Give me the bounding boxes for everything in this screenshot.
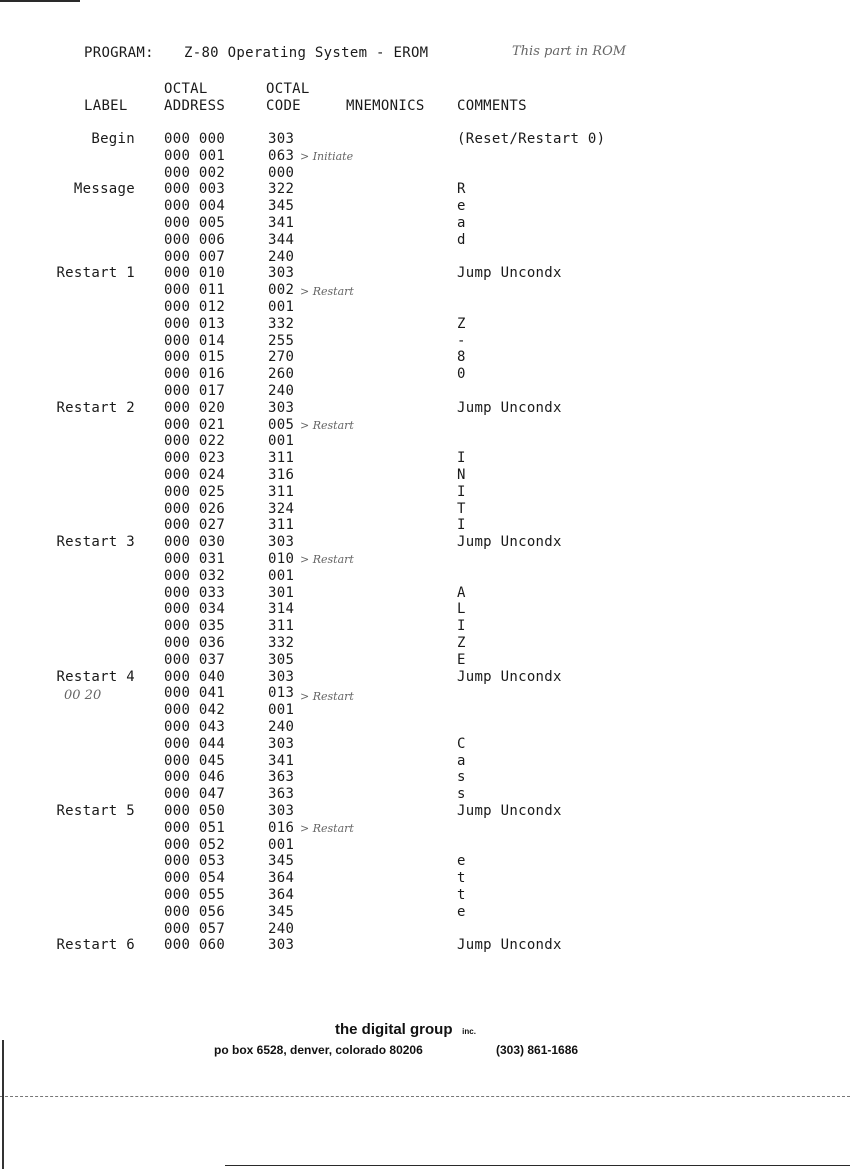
company-name: the digital group — [335, 1021, 453, 1038]
row-code: 010 — [268, 551, 295, 567]
margin-note-initiate: > Initiate — [300, 150, 354, 163]
row-label: Begin — [91, 131, 135, 147]
row-code: 311 — [268, 517, 295, 534]
row-address: 000 027 — [164, 517, 226, 534]
row-comment: E — [457, 651, 466, 668]
row-label: Restart 3 — [56, 534, 135, 551]
row-address: 000 023 — [164, 450, 226, 467]
row-address: 000 055 — [164, 887, 226, 903]
row-code: 363 — [268, 769, 295, 786]
column-comments: COMMENTS — [457, 98, 527, 114]
row-code: 016 — [268, 819, 295, 836]
row-comment: I — [457, 618, 466, 635]
row-comment: 0 — [457, 366, 466, 383]
row-comment: I — [457, 450, 466, 467]
row-address: 000 000 — [164, 131, 226, 147]
row-address: 000 001 — [164, 147, 226, 164]
row-address: 000 011 — [164, 282, 226, 299]
row-address: 000 003 — [164, 181, 226, 198]
row-comment: e — [457, 853, 466, 870]
row-code: 013 — [268, 685, 295, 702]
margin-note-address: 00 20 — [64, 688, 102, 703]
row-code: 270 — [268, 349, 295, 366]
row-code: 322 — [268, 181, 295, 198]
margin-note-restart-3: > Restart — [300, 553, 354, 566]
row-address: 000 006 — [164, 231, 226, 248]
scan-bottom-line — [225, 1165, 850, 1166]
row-code: 240 — [268, 719, 295, 735]
row-comment: t — [457, 887, 466, 903]
row-address: 000 014 — [164, 332, 226, 349]
row-address: 000 026 — [164, 500, 226, 517]
row-label: Restart 2 — [56, 399, 135, 416]
row-address: 000 037 — [164, 651, 226, 668]
row-address: 000 002 — [164, 164, 226, 181]
row-code: 344 — [268, 231, 295, 248]
row-label: Message — [73, 181, 135, 198]
company-inc: inc. — [462, 1027, 476, 1036]
margin-note-restart-1: > Restart — [300, 285, 354, 298]
row-address: 000 046 — [164, 769, 226, 786]
row-comment: (Reset/Restart 0) — [457, 131, 606, 147]
row-address: 000 032 — [164, 567, 226, 584]
row-code: 001 — [268, 433, 295, 450]
row-comment: Jump Uncondx — [457, 937, 562, 954]
row-comment: e — [457, 198, 466, 215]
column-address-line1: OCTAL — [164, 81, 208, 97]
handwritten-note: This part in ROM — [512, 44, 627, 59]
row-code: 364 — [268, 870, 295, 887]
row-code: 303 — [268, 265, 295, 282]
row-code: 255 — [268, 332, 295, 349]
row-code: 303 — [268, 735, 295, 752]
row-comment: Jump Uncondx — [457, 534, 562, 551]
program-title: Z-80 Operating System - EROM — [184, 45, 429, 61]
row-address: 000 007 — [164, 248, 226, 265]
row-address: 000 005 — [164, 215, 226, 231]
scan-left-edge — [2, 1040, 4, 1169]
row-address: 000 041 — [164, 685, 226, 702]
row-code: 303 — [268, 399, 295, 416]
footer-company — [335, 1019, 476, 1038]
row-address: 000 057 — [164, 920, 226, 937]
row-address: 000 050 — [164, 803, 226, 819]
row-address: 000 043 — [164, 719, 226, 735]
row-comment: L — [457, 601, 466, 618]
column-code-line2: CODE — [266, 98, 301, 114]
row-code: 303 — [268, 131, 295, 147]
scan-dashed-line — [0, 1096, 850, 1097]
row-address: 000 035 — [164, 618, 226, 635]
row-comment: N — [457, 467, 466, 483]
row-comment: T — [457, 500, 466, 517]
row-code: 303 — [268, 534, 295, 551]
row-code: 341 — [268, 752, 295, 769]
row-code: 260 — [268, 366, 295, 383]
row-code: 332 — [268, 635, 295, 651]
row-comment: I — [457, 483, 466, 500]
row-address: 000 021 — [164, 416, 226, 433]
row-code: 000 — [268, 164, 295, 181]
row-address: 000 042 — [164, 702, 226, 719]
row-comment: s — [457, 786, 466, 803]
row-comment: e — [457, 903, 466, 920]
row-comment: A — [457, 584, 466, 601]
row-code: 001 — [268, 567, 295, 584]
row-code: 311 — [268, 483, 295, 500]
row-comment: - — [457, 332, 466, 349]
row-address: 000 024 — [164, 467, 226, 483]
row-comment: I — [457, 517, 466, 534]
row-address: 000 012 — [164, 299, 226, 315]
row-code: 345 — [268, 903, 295, 920]
row-label: Restart 4 — [56, 668, 135, 685]
footer-address: po box 6528, denver, colorado 80206 — [214, 1043, 423, 1057]
row-address: 000 060 — [164, 937, 226, 954]
row-address: 000 045 — [164, 752, 226, 769]
row-address: 000 047 — [164, 786, 226, 803]
row-address: 000 034 — [164, 601, 226, 618]
row-code: 364 — [268, 887, 295, 903]
column-label: LABEL — [84, 98, 128, 114]
footer-phone: (303) 861-1686 — [496, 1043, 579, 1057]
row-code: 301 — [268, 584, 295, 601]
row-comment: Z — [457, 635, 466, 651]
row-address: 000 054 — [164, 870, 226, 887]
row-address: 000 053 — [164, 853, 226, 870]
column-code-line1: OCTAL — [266, 81, 310, 97]
row-code: 002 — [268, 282, 295, 299]
row-comment: R — [457, 181, 466, 198]
row-code: 303 — [268, 668, 295, 685]
top-edge-mark — [0, 0, 80, 2]
row-code: 341 — [268, 215, 295, 231]
row-code: 240 — [268, 248, 295, 265]
row-code: 332 — [268, 315, 295, 332]
row-address: 000 010 — [164, 265, 226, 282]
row-address: 000 022 — [164, 433, 226, 450]
row-address: 000 033 — [164, 584, 226, 601]
row-address: 000 031 — [164, 551, 226, 567]
row-code: 001 — [268, 836, 295, 853]
row-label: Restart 5 — [56, 803, 135, 819]
row-label: Restart 1 — [56, 265, 135, 282]
row-comment: d — [457, 231, 466, 248]
row-comment: Z — [457, 315, 466, 332]
row-comment: a — [457, 215, 466, 231]
row-comment: Jump Uncondx — [457, 803, 562, 819]
row-comment: C — [457, 735, 466, 752]
row-code: 363 — [268, 786, 295, 803]
margin-note-restart-4: > Restart — [300, 690, 354, 703]
row-address: 000 056 — [164, 903, 226, 920]
row-address: 000 016 — [164, 366, 226, 383]
row-label: Restart 6 — [56, 937, 135, 954]
row-address: 000 030 — [164, 534, 226, 551]
row-address: 000 040 — [164, 668, 226, 685]
row-address: 000 013 — [164, 315, 226, 332]
row-code: 303 — [268, 937, 295, 954]
program-label: PROGRAM: — [84, 45, 154, 61]
row-address: 000 036 — [164, 635, 226, 651]
row-comment: a — [457, 752, 466, 769]
row-code: 240 — [268, 383, 295, 399]
column-mnemonics: MNEMONICS — [346, 98, 425, 114]
row-code: 240 — [268, 920, 295, 937]
row-address: 000 052 — [164, 836, 226, 853]
row-code: 311 — [268, 618, 295, 635]
margin-note-restart-2: > Restart — [300, 419, 354, 432]
row-code: 005 — [268, 416, 295, 433]
row-code: 324 — [268, 500, 295, 517]
row-code: 303 — [268, 803, 295, 819]
row-code: 001 — [268, 299, 295, 315]
row-address: 000 017 — [164, 383, 226, 399]
row-code: 345 — [268, 853, 295, 870]
row-code: 001 — [268, 702, 295, 719]
row-code: 314 — [268, 601, 295, 618]
row-comment: 8 — [457, 349, 466, 366]
row-code: 345 — [268, 198, 295, 215]
row-comment: t — [457, 870, 466, 887]
row-comment: Jump Uncondx — [457, 265, 562, 282]
row-address: 000 004 — [164, 198, 226, 215]
row-comment: s — [457, 769, 466, 786]
row-code: 063 — [268, 147, 295, 164]
row-code: 311 — [268, 450, 295, 467]
row-comment: Jump Uncondx — [457, 668, 562, 685]
row-address: 000 015 — [164, 349, 226, 366]
column-address-line2: ADDRESS — [164, 98, 226, 114]
margin-note-restart-5: > Restart — [300, 822, 354, 835]
row-code: 305 — [268, 651, 295, 668]
row-address: 000 020 — [164, 399, 226, 416]
row-address: 000 051 — [164, 819, 226, 836]
row-address: 000 025 — [164, 483, 226, 500]
row-address: 000 044 — [164, 735, 226, 752]
row-code: 316 — [268, 467, 295, 483]
row-comment: Jump Uncondx — [457, 399, 562, 416]
